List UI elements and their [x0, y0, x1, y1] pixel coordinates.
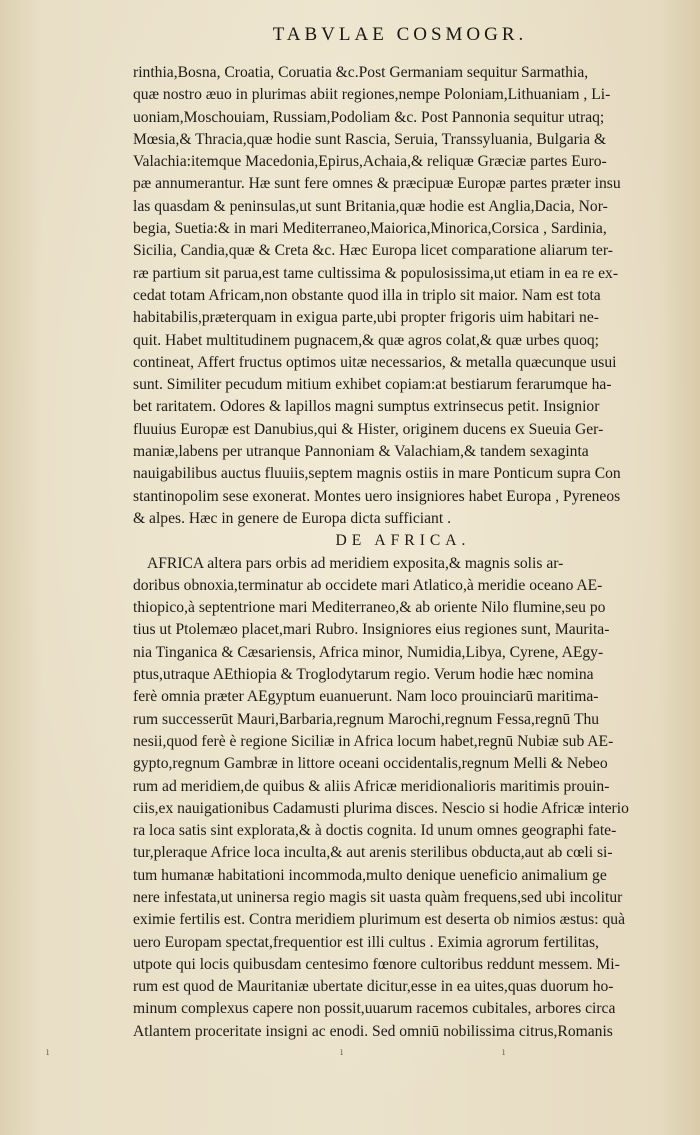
text-line: fluuius Europæ est Danubius,qui & Hister, originem ducens ex Sueuia Ger-	[133, 420, 604, 438]
text-line: minum complexus capere non possit,uuarum racemos cubitales, arbores circa	[133, 1000, 616, 1018]
text-line: tius ut Ptolemæo placet,mari Rubro. Insigniores eius regiones sunt, Maurita-	[133, 621, 610, 639]
text-line: rum ad meridiem,de quibus & aliis Africæ meridionalioris maritimis prouin-	[133, 777, 610, 795]
paragraph-africa	[133, 553, 673, 1044]
text-line: uero Europam spectat,frequentior est illi cultus . Eximia agrorum fertilitas,	[133, 933, 599, 951]
text-block	[133, 62, 673, 1043]
text-line: habitabilis,præterquam in exigua parte,ubi propter frigoris uim habitari ne-	[133, 309, 599, 327]
text-line: quæ nostro æuo in plurimas abiit regiones,nempe Poloniam,Lithuaniam , Li-	[133, 86, 611, 104]
text-line: begia, Suetia:& in mari Mediterraneo,Maiorica,Minorica,Corsica , Sardinia,	[133, 220, 607, 238]
text-line: cedat totam Africam,non obstante quod illa in triplo sit maior. Nam est tota	[133, 286, 601, 304]
text-line: ræ partium sit parua,est tame cultissima & populosissima,ut etiam in ea re ex-	[133, 264, 619, 282]
text-line: nauigabilibus auctus fluuiis,septem magnis ostiis in mare Ponticum supra Con	[133, 465, 621, 483]
text-line: las quasdam & peninsulas,ut sunt Britania,quæ hodie est Anglia,Dacia, Nor-	[133, 197, 608, 215]
text-line: tur,pleraque Africe loca inculta,& aut arenis sterilibus obducta,aut ab cœli si-	[133, 844, 613, 862]
text-line: eximie fertilis est. Contra meridiem plurimum est deserta ob nimios æstus: quà	[133, 911, 625, 929]
text-line: Valachia:itemque Macedonia,Epirus,Achaia,& reliquæ Græciæ partes Euro-	[133, 153, 607, 171]
text-line: nia Tinganica & Cæsariensis, Africa minor, Numidia,Libya, Cyrene, AEgy-	[133, 643, 604, 661]
text-line: contineat, Affert fructus optimos uitæ necessarios, & metalla quæcunque usui	[133, 353, 617, 371]
text-line: ra loca satis sint explorata,& à doctis cognita. Id unum omnes geographi fate-	[133, 822, 617, 840]
text-line: Mœsia,& Thracia,quæ hodie sunt Rascia, Seruia, Transsyluania, Bulgaria &	[133, 130, 607, 148]
text-line: gypto,regnum Gambræ in littore oceani occidentalis,regnum Melli & Nebeo	[133, 755, 608, 773]
text-line: rum successerūt Mauri,Barbaria,regnum Marochi,regnum Fessa,regnū Thu	[133, 710, 600, 728]
text-line: uoniam,Moschouiam, Russiam,Podoliam &c. Post Pannonia sequitur utraq;	[133, 108, 605, 126]
text-line: & alpes. Hæc in genere de Europa dicta sufficiant .	[133, 509, 451, 527]
text-line: doribus obnoxia,terminatur ab occidete mari Atlatico,à meridie oceano AE-	[133, 576, 603, 594]
text-line: nesii,quod ferè è regione Siciliæ in Africa locum habet,regnū Nubiæ sub AE-	[133, 732, 614, 750]
text-line: pæ annumerantur. Hæ sunt fere omnes & præcipuæ Europæ partes præter insu	[133, 175, 621, 193]
margin-mark: ı	[340, 1047, 344, 1058]
text-line: Sicilia, Candia,quæ & Creta &c. Hæc Europa licet comparatione aliarum ter-	[133, 242, 613, 260]
text-line: tum humanæ habitationi incommoda,multo denique ueneficio animalium ge	[133, 866, 607, 884]
section-heading-africa: DE AFRICA.	[335, 532, 471, 550]
text-line: ciis,ex nauigationibus Cadamusti plurima disces. Nescio si hodie Africæ interio	[133, 799, 629, 817]
margin-mark: ı	[46, 1047, 50, 1058]
text-line: AFRICA altera pars orbis ad meridiem exposita,& magnis solis ar-	[147, 554, 564, 572]
text-line: bet raritatem. Odores & lapillos magni sumptus extrinsecus petit. Insignior	[133, 398, 600, 416]
text-line: rinthia,Bosna, Croatia, Coruatia &c.Post Germaniam sequitur Sarmathia,	[133, 64, 589, 81]
text-line: maniæ,labens per utranque Pannoniam & Valachiam,& tandem sexaginta	[133, 443, 589, 461]
text-line: ferè omnia præter AEgyptum euanuerunt. Nam loco prouinciarū maritima-	[133, 688, 599, 706]
paragraph-europe	[133, 62, 673, 530]
text-line: nere infestata,ut uninersa regio magis sit uasta quàm frequens,sed ubi incolitur	[133, 888, 623, 906]
text-line: stantinopolim sese exonerat. Montes uero insigniores habet Europa , Pyreneos	[133, 487, 621, 505]
text-line: ptus,utraque AEthiopia & Troglodytarum regio. Verum hodie hæc nomina	[133, 666, 594, 684]
text-line: sunt. Similiter pecudum mitium exhibet copiam:at bestiarum ferarumque ha-	[133, 376, 612, 394]
running-head: TABVLAE COSMOGR.	[272, 24, 528, 45]
margin-mark: ı	[502, 1047, 506, 1058]
text-line: quit. Habet multitudinem pugnacem,& quæ agros colat,& quæ urbes quoq;	[133, 331, 600, 349]
text-line: utpote qui locis quibusdam centesimo fœnore cultoribus reddunt messem. Mi-	[133, 955, 620, 973]
text-line: Atlantem proceritate insigni ac enodi. Sed omniū nobilissima citrus,Romanis	[133, 1022, 613, 1040]
text-line: thiopico,à septentrione mari Mediterraneo,& ab oriente Nilo flumine,seu po	[133, 599, 606, 617]
text-line: rum est quod de Mauritaniæ ubertate dicitur,esse in ea uites,quas duorum ho-	[133, 978, 614, 996]
